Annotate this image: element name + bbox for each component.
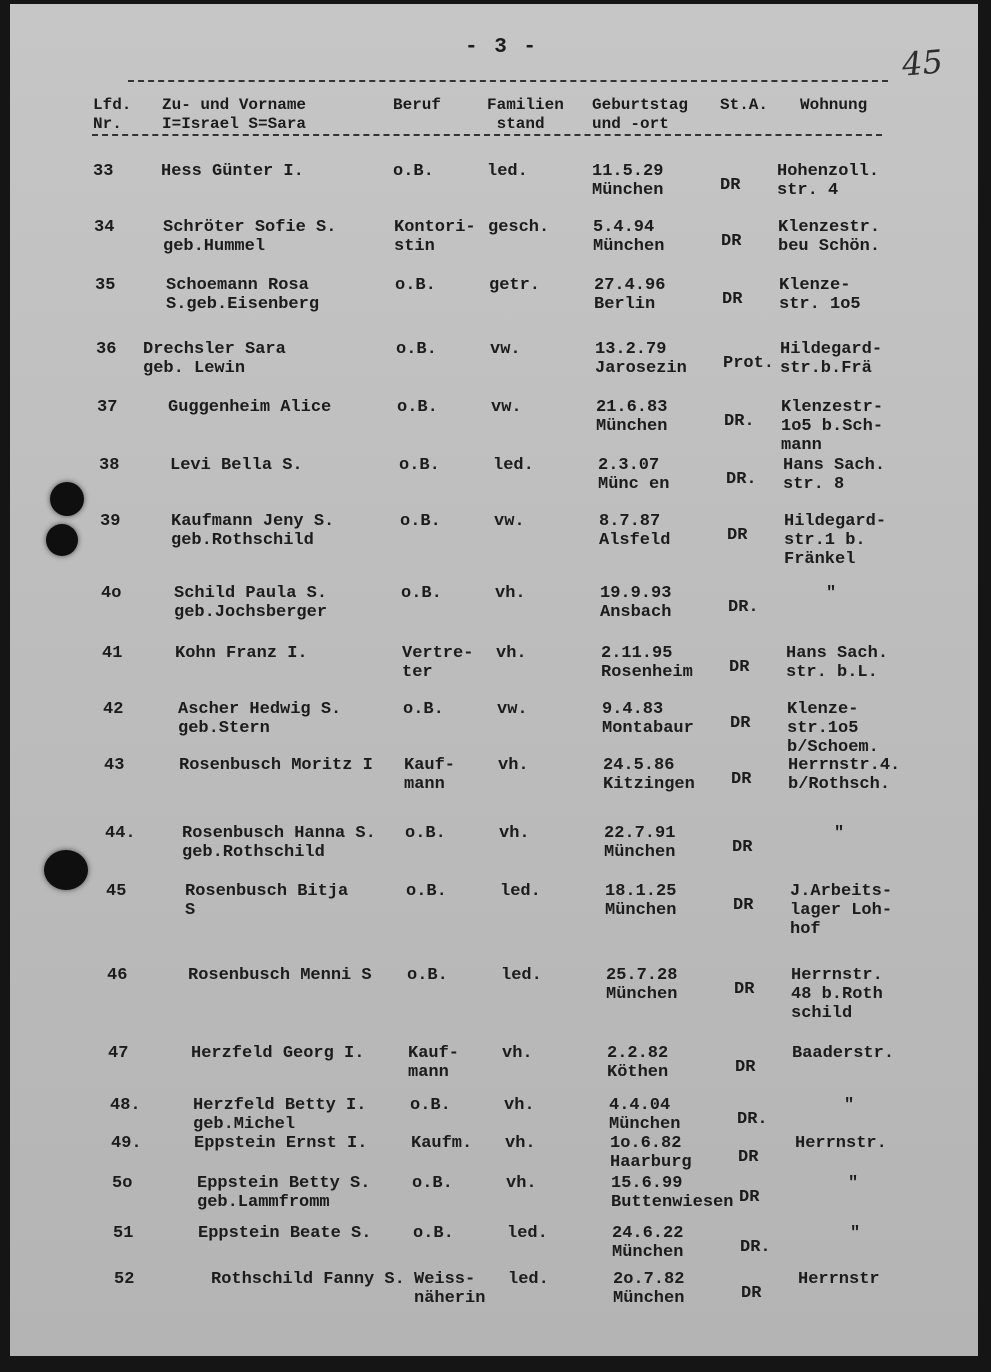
row-geburt: 2.2.82 Köthen [607, 1044, 669, 1082]
row-familienstand: vw. [490, 340, 521, 359]
row-wohnung: Hans Sach. str. b.L. [786, 644, 889, 682]
row-name: Levi Bella S. [170, 456, 303, 475]
row-beruf: o.B. [397, 398, 438, 417]
row-wohnung: Herrnstr. [795, 1134, 887, 1153]
row-wohnung: Klenze- str.1o5 b/Schoem. [787, 700, 879, 757]
row-wohnung: J.Arbeits- lager Loh- hof [790, 882, 893, 939]
row-beruf: Kauf- mann [408, 1044, 460, 1082]
row-familienstand: vh. [504, 1096, 535, 1115]
row-wohnung: Hohenzoll. str. 4 [777, 162, 880, 200]
row-number: 36 [96, 340, 117, 359]
table-row [10, 512, 978, 569]
row-familienstand: vw. [491, 398, 522, 417]
row-name: Hess Günter I. [161, 162, 304, 181]
row-wohnung: " [850, 1224, 861, 1243]
row-beruf: o.B. [396, 340, 437, 359]
row-name: Kohn Franz I. [175, 644, 308, 663]
row-geburt: 25.7.28 München [606, 966, 678, 1004]
row-wohnung: Hildegard- str.1 b. Fränkel [784, 512, 887, 569]
row-staatsangehoerigkeit: DR [733, 896, 754, 915]
row-name: Schröter Sofie S. geb.Hummel [163, 218, 337, 256]
row-wohnung: Hans Sach. str. 8 [783, 456, 886, 494]
punch-hole [50, 482, 84, 516]
row-name: Drechsler Sara geb. Lewin [143, 340, 286, 378]
row-beruf: o.B. [413, 1224, 454, 1243]
table-row [10, 1134, 978, 1172]
table-row [10, 1224, 978, 1262]
row-staatsangehoerigkeit: DR [721, 232, 742, 251]
row-wohnung: " [848, 1174, 859, 1193]
row-beruf: Kauf- mann [404, 756, 456, 794]
row-beruf: o.B. [407, 966, 448, 985]
header-wohnung: Wohnung [800, 96, 868, 114]
row-familienstand: vh. [505, 1134, 536, 1153]
header-rule-bottom [92, 134, 882, 136]
row-beruf: o.B. [395, 276, 436, 295]
row-number: 37 [97, 398, 118, 417]
row-number: 33 [93, 162, 114, 181]
row-number: 5o [112, 1174, 133, 1193]
row-staatsangehoerigkeit: DR [732, 838, 753, 857]
row-familienstand: vh. [498, 756, 529, 775]
row-beruf: o.B. [399, 456, 440, 475]
row-name: Eppstein Ernst I. [194, 1134, 368, 1153]
row-geburt: 5.4.94 München [593, 218, 665, 256]
row-staatsangehoerigkeit: DR. [724, 412, 755, 431]
document-page [10, 4, 978, 1356]
row-number: 48. [110, 1096, 141, 1115]
row-familienstand: led. [501, 966, 542, 985]
row-beruf: o.B. [410, 1096, 451, 1115]
row-number: 49. [111, 1134, 142, 1153]
row-familienstand: vh. [502, 1044, 533, 1063]
header-staatsangehoerigkeit: St.A. [720, 96, 769, 114]
row-staatsangehoerigkeit: DR. [737, 1110, 768, 1129]
row-number: 51 [113, 1224, 134, 1243]
row-staatsangehoerigkeit: DR [734, 980, 755, 999]
row-geburt: 8.7.87 Alsfeld [599, 512, 671, 550]
row-staatsangehoerigkeit: DR [720, 176, 741, 195]
table-row [10, 966, 978, 1023]
row-wohnung: " [834, 824, 845, 843]
header-rule-top [128, 80, 888, 82]
row-wohnung: Herrnstr.4. b/Rothsch. [788, 756, 901, 794]
row-name: Rosenbusch Menni S [188, 966, 372, 985]
row-name: Kaufmann Jeny S. geb.Rothschild [171, 512, 335, 550]
row-staatsangehoerigkeit: DR [739, 1188, 760, 1207]
row-wohnung: Klenzestr- 1o5 b.Sch- mann [781, 398, 884, 455]
row-wohnung: Klenzestr. beu Schön. [778, 218, 881, 256]
row-name: Guggenheim Alice [168, 398, 332, 417]
table-row [10, 1096, 978, 1134]
row-wohnung: Hildegard- str.b.Frä [780, 340, 883, 378]
row-staatsangehoerigkeit: Prot. [723, 354, 775, 373]
table-row [10, 456, 978, 494]
row-number: 34 [94, 218, 115, 237]
row-number: 45 [106, 882, 127, 901]
row-familienstand: vw. [497, 700, 528, 719]
row-familienstand: led. [500, 882, 541, 901]
row-geburt: 2.11.95 Rosenheim [601, 644, 693, 682]
row-familienstand: led. [487, 162, 528, 181]
row-familienstand: gesch. [488, 218, 550, 237]
row-staatsangehoerigkeit: DR. [726, 470, 757, 489]
row-familienstand: led. [508, 1270, 549, 1289]
row-number: 44. [105, 824, 136, 843]
row-number: 46 [107, 966, 128, 985]
table-row [10, 700, 978, 757]
table-row [10, 1174, 978, 1212]
row-staatsangehoerigkeit: DR [730, 714, 751, 733]
table-row [10, 276, 978, 314]
row-number: 39 [100, 512, 121, 531]
row-geburt: 2o.7.82 München [613, 1270, 685, 1308]
row-familienstand: vh. [506, 1174, 537, 1193]
header-geburtstag: Geburtstag und -ort [592, 96, 689, 133]
header-beruf: Beruf [393, 96, 442, 114]
table-row [10, 644, 978, 682]
punch-hole [44, 850, 88, 890]
header-lfd-nr: Lfd. Nr. [93, 96, 132, 133]
row-staatsangehoerigkeit: DR [741, 1284, 762, 1303]
row-familienstand: vw. [494, 512, 525, 531]
row-geburt: 9.4.83 Montabaur [602, 700, 694, 738]
row-staatsangehoerigkeit: DR [735, 1058, 756, 1077]
row-wohnung: Herrnstr. 48 b.Roth schild [791, 966, 883, 1023]
row-wohnung: Herrnstr [798, 1270, 880, 1289]
row-name: Schild Paula S. geb.Jochsberger [174, 584, 328, 622]
row-number: 38 [99, 456, 120, 475]
row-number: 47 [108, 1044, 129, 1063]
table-row [10, 1044, 978, 1082]
row-familienstand: led. [493, 456, 534, 475]
row-name: Rosenbusch Moritz I [179, 756, 373, 775]
row-name: Rothschild Fanny S. [211, 1270, 405, 1289]
row-beruf: o.B. [406, 882, 447, 901]
row-wohnung: " [826, 584, 837, 603]
row-beruf: Vertre- ter [402, 644, 474, 682]
header-familienstand: Familien stand [487, 96, 564, 133]
row-familienstand: vh. [499, 824, 530, 843]
row-number: 4o [101, 584, 122, 603]
row-beruf: o.B. [405, 824, 446, 843]
row-beruf: o.B. [403, 700, 444, 719]
row-geburt: 22.7.91 München [604, 824, 676, 862]
row-familienstand: led. [507, 1224, 548, 1243]
row-staatsangehoerigkeit: DR. [740, 1238, 771, 1257]
row-name: Eppstein Betty S. geb.Lammfromm [197, 1174, 371, 1212]
row-wohnung: Baaderstr. [792, 1044, 895, 1063]
row-name: Schoemann Rosa S.geb.Eisenberg [166, 276, 320, 314]
table-row [10, 398, 978, 455]
row-familienstand: vh. [496, 644, 527, 663]
table-row [10, 882, 978, 939]
table-row [10, 340, 978, 378]
table-row [10, 824, 978, 862]
row-beruf: o.B. [393, 162, 434, 181]
row-geburt: 21.6.83 München [596, 398, 668, 436]
row-staatsangehoerigkeit: DR [731, 770, 752, 789]
row-familienstand: vh. [495, 584, 526, 603]
row-staatsangehoerigkeit: DR [729, 658, 750, 677]
row-name: Rosenbusch Bitja S [185, 882, 349, 920]
row-name: Herzfeld Georg I. [191, 1044, 365, 1063]
row-name: Rosenbusch Hanna S. geb.Rothschild [182, 824, 376, 862]
row-name: Herzfeld Betty I. geb.Michel [193, 1096, 367, 1134]
row-geburt: 24.6.22 München [612, 1224, 684, 1262]
row-beruf: o.B. [400, 512, 441, 531]
row-staatsangehoerigkeit: DR [738, 1148, 759, 1167]
row-geburt: 19.9.93 Ansbach [600, 584, 672, 622]
folio-number: 45 [900, 42, 945, 84]
row-beruf: o.B. [412, 1174, 453, 1193]
row-geburt: 15.6.99 Buttenwiesen [611, 1174, 734, 1212]
row-number: 41 [102, 644, 123, 663]
row-geburt: 2.3.07 Münc en [598, 456, 670, 494]
table-row [10, 584, 978, 622]
page-number: - 3 - [465, 36, 539, 59]
row-geburt: 18.1.25 München [605, 882, 677, 920]
row-name: Eppstein Beate S. [198, 1224, 372, 1243]
row-geburt: 27.4.96 Berlin [594, 276, 666, 314]
row-number: 52 [114, 1270, 135, 1289]
row-staatsangehoerigkeit: DR. [728, 598, 759, 617]
table-row [10, 162, 978, 200]
row-number: 43 [104, 756, 125, 775]
punch-hole [46, 524, 78, 556]
row-beruf: o.B. [401, 584, 442, 603]
row-geburt: 13.2.79 Jarosezin [595, 340, 687, 378]
table-row [10, 756, 978, 794]
table-row [10, 218, 978, 256]
row-number: 35 [95, 276, 116, 295]
row-wohnung: " [844, 1096, 855, 1115]
row-geburt: 1o.6.82 Haarburg [610, 1134, 692, 1172]
row-name: Ascher Hedwig S. geb.Stern [178, 700, 342, 738]
row-beruf: Kontori- stin [394, 218, 476, 256]
row-geburt: 11.5.29 München [592, 162, 664, 200]
row-staatsangehoerigkeit: DR [722, 290, 743, 309]
table-row [10, 1270, 978, 1308]
row-beruf: Weiss- näherin [414, 1270, 486, 1308]
row-geburt: 24.5.86 Kitzingen [603, 756, 695, 794]
row-geburt: 4.4.04 München [609, 1096, 681, 1134]
row-beruf: Kaufm. [411, 1134, 473, 1153]
header-name: Zu- und Vorname I=Israel S=Sara [162, 96, 307, 133]
row-number: 42 [103, 700, 124, 719]
row-wohnung: Klenze- str. 1o5 [779, 276, 861, 314]
row-familienstand: getr. [489, 276, 541, 295]
row-staatsangehoerigkeit: DR [727, 526, 748, 545]
